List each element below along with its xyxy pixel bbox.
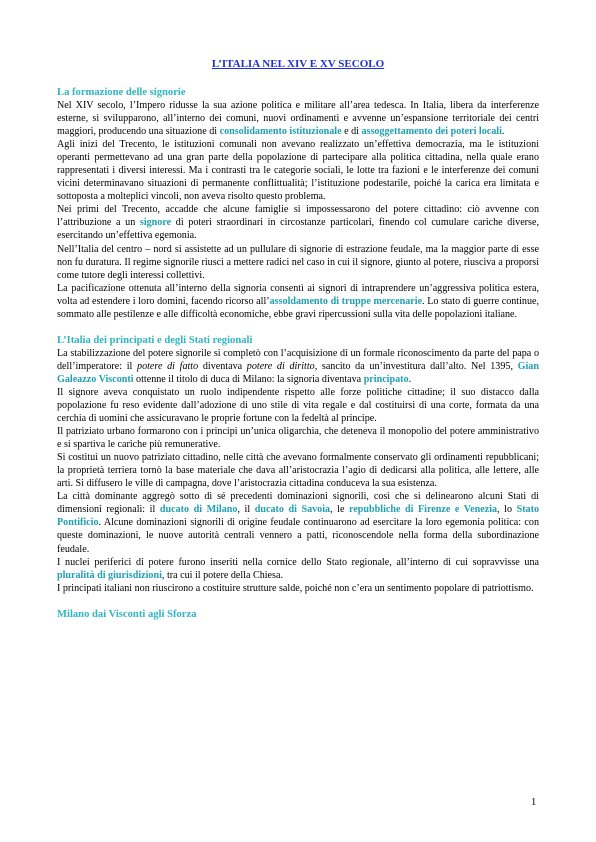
text-run: Nel XIV secolo, l’Impero ridusse la sua azione politica e militare all’area tedesca. In Italia, libera da interferenze esterne, si svilupparono, all’interno dei comuni, nuovi ordinamenti e avvenne un’espansione territoriale dei centri maggiori, producendo una situazione di xyxy=(57,100,539,138)
section-spacer xyxy=(57,321,539,334)
text-run: Nei primi del Trecento, accadde che alcune famiglie si impossessarono del potere cittadino: ciò avvenne con l’attribuzione a un xyxy=(57,204,539,229)
text-run: . xyxy=(408,373,412,385)
text-run: I principati italiani non riuscirono a costituire strutture salde, poiché non c’era un sentimento popolare di patriottismo. xyxy=(57,582,534,594)
section-heading: La formazione delle signorie xyxy=(57,87,186,98)
paragraph xyxy=(57,425,539,451)
key-term: assoggettamento dei poteri locali xyxy=(361,126,502,138)
key-term: consolidamento istituzionale xyxy=(219,126,342,138)
paragraph xyxy=(57,138,539,203)
document-title: L’ITALIA NEL XIV E XV SECOLO xyxy=(211,58,385,70)
sections-container xyxy=(57,86,539,621)
text-run: La città dominante aggregò sotto di sé precedenti dominazioni signorili, così che si delinearono alcuni Stati di dimensioni regionali: il xyxy=(57,491,539,516)
paragraph xyxy=(57,99,539,138)
text-run: Il signore aveva conquistato un ruolo indipendente rispetto alle forze politiche cittadine; il suo distacco dalla popolazione fu reso evidente dall’adozione di uno stile di vita regale e dal costituirsi di una corte, formata da una cerchia di uomini che assicuravano le proprie fortune con la fedeltà al principe. xyxy=(57,386,539,425)
text-run: Agli inizi del Trecento, le istituzioni comunali non avevano realizzato un’effettiva democrazia, ma le istituzioni operanti permettevano ad una gran parte della popolazione di partecipare alla politica cittadina, nella quale erano rappresentati i diversi interessi. Ma i contrasti tra le categorie sociali, le lotte tra fazioni e le interferenze dei comuni vicini determinavano situazioni di permanente conflittualità; l’istituzione podestarile, poiché la carica era limitata e sottoposta a molteplici vincoli, non aveva risolto questo problema. xyxy=(57,139,539,203)
text-run: ottenne il titolo di duca di Milano: la signoria diventava xyxy=(133,373,364,385)
section-spacer xyxy=(57,595,539,608)
emphasis-text: potere di fatto xyxy=(137,360,199,372)
text-run: , le xyxy=(330,504,350,516)
key-term: assoldamento di truppe mercenarie xyxy=(269,295,423,307)
paragraph xyxy=(57,556,539,582)
text-run: La stabilizzazione del potere signorile si completò con l’acquisizione di un formale riconoscimento da parte del papa o dell’imperatore: il xyxy=(57,347,539,372)
text-run: Nell’Italia del centro – nord si assistette ad un pullulare di signorie di estrazione feudale, ma la maggior parte di esse non fu duratura. Il regime signorile riuscì a mettere radici nel caso in cui il signore, giunto al potere, riusciva a proporsi come tutore degli interessi collettivi. xyxy=(57,243,539,281)
key-term: Stato Pontificio xyxy=(57,504,540,529)
key-term: principato xyxy=(363,373,409,385)
section-heading: L’Italia dei principati e degli Stati regionali xyxy=(57,334,253,346)
paragraph xyxy=(57,203,539,242)
text-run: I nuclei periferici di potere furono inseriti nella cornice dello Stato regionale, all’interno di cui sopravvisse una xyxy=(57,556,539,568)
text-run: Si costituì un nuovo patriziato cittadino, nelle città che avevano formalmente conservato gli ordinamenti repubblicani; la proprietà terriera tornò la base materiale che dava all’aristocrazia l’agio di dedicarsi alla politica, alle lettere, alle arti. Si diffusero le ville di campagna, dove l’aristocrazia cittadina conduceva la sua esistenza. xyxy=(57,452,539,490)
text-run: , lo xyxy=(497,504,517,516)
text-run: La pacificazione ottenuta all’interno della signoria consentì ai signori di intraprendere un’aggressiva politica estera, volta ad estendere i loro domini, facendo ricorso all’ xyxy=(57,282,539,307)
text-run: Il patriziato urbano formarono con i principi un’unica oligarchia, che deteneva il monopolio del potere amministrativo e si spartiva le cariche più remunerative. xyxy=(57,426,539,451)
paragraph xyxy=(57,243,539,282)
paragraph xyxy=(57,386,539,425)
key-term: repubbliche di Firenze e Venezia xyxy=(349,504,498,516)
key-term: ducato di Savoia xyxy=(254,504,331,516)
paragraph xyxy=(57,582,539,595)
text-run: , il xyxy=(237,504,255,516)
key-term: pluralità di giurisdizioni xyxy=(57,569,162,581)
section-heading: Milano dai Visconti agli Sforza xyxy=(57,608,197,620)
text-run: . xyxy=(501,126,505,138)
paragraph xyxy=(57,490,539,555)
emphasis-text: potere di diritto xyxy=(246,360,315,372)
page-content xyxy=(57,52,539,621)
text-run: diventava xyxy=(198,360,247,372)
key-term: ducato di Milano xyxy=(159,504,238,516)
page-number: 1 xyxy=(531,797,537,808)
text-run: e di xyxy=(341,126,362,138)
key-term: signore xyxy=(139,217,172,229)
paragraph xyxy=(57,451,539,490)
text-run: , tra cui il potere della Chiesa. xyxy=(161,569,283,581)
text-run: di poteri straordinari in circostanze particolari, finendo col cumulare cariche diverse, esercitando un’effettiva egemonia. xyxy=(57,217,539,242)
key-term: Gian Galeazzo Visconti xyxy=(57,360,539,385)
text-run: , sancito da un’investitura dall’alto. Nel 1395, xyxy=(314,360,518,372)
text-run: . Alcune dominazioni signorili di origine feudale continuarono ad esercitare la loro egemonia politica: con queste dominazioni, le nuove autorità centrali vennero a patti, riconoscendole nella forma della subordinazione feudale. xyxy=(57,517,539,555)
paragraph xyxy=(57,347,539,386)
text-run: . Lo stato di guerre continue, sommato alle pestilenze e alle difficoltà economiche, ebbe gravi ripercussioni sulla vita delle popolazioni italiane. xyxy=(57,295,539,320)
paragraph xyxy=(57,282,539,321)
